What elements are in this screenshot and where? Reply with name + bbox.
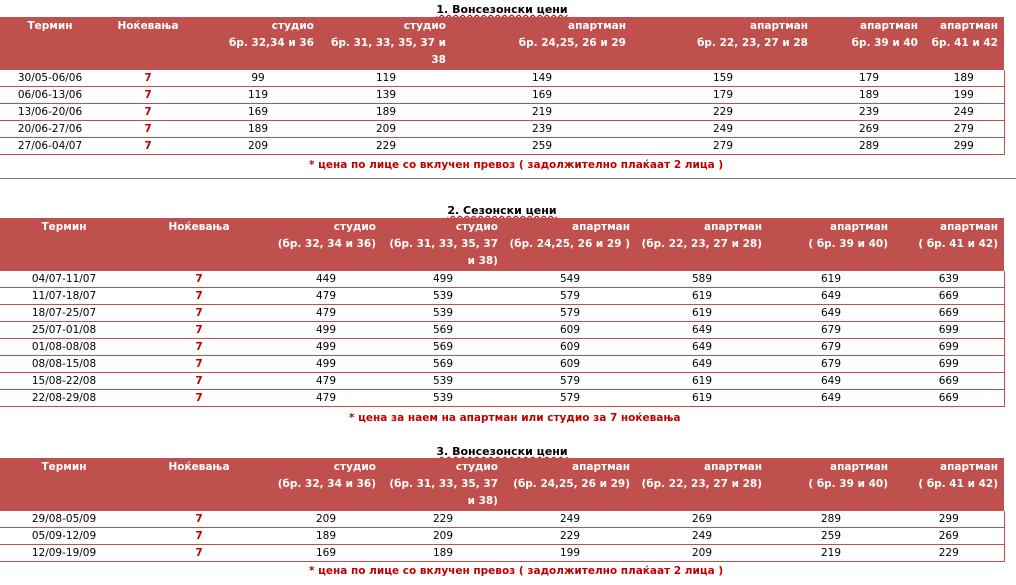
price-cell: 209 [320, 121, 452, 138]
price-table-season [0, 218, 1005, 407]
period-cell: 08/08-15/08 [0, 356, 128, 373]
price-cell: 199 [504, 545, 636, 562]
price-cell: 219 [452, 104, 632, 121]
price-cell: 699 [894, 356, 1004, 373]
column-header: Термин [0, 17, 100, 70]
price-cell: 649 [636, 339, 768, 356]
column-header: студио бр. 32,34 и 36 [196, 17, 320, 70]
table-row [0, 87, 1004, 104]
price-cell: 189 [320, 104, 452, 121]
price-table-off-season-1 [0, 17, 1005, 155]
period-cell: 05/09-12/09 [0, 528, 128, 545]
table-row [0, 511, 1004, 528]
price-cell: 539 [382, 288, 504, 305]
table-row [0, 390, 1004, 407]
price-cell: 649 [768, 373, 894, 390]
nights-cell: 7 [128, 373, 270, 390]
table3-title: 3. Вонсезонски цени [436, 445, 568, 458]
price-cell: 189 [196, 121, 320, 138]
nights-cell: 7 [128, 528, 270, 545]
table1-title: 1. Вонсезонски цени [436, 3, 568, 16]
price-cell: 649 [768, 305, 894, 322]
table3-note: * цена по лице со вклучен превоз ( задолжително плаќаат 2 лица ) [309, 565, 724, 577]
price-cell: 619 [636, 390, 768, 407]
column-header: студио (бр. 31, 33, 35, 37 и 38) [382, 218, 504, 271]
column-header: апартман ( бр. 39 и 40) [768, 218, 894, 271]
price-cell: 669 [894, 390, 1004, 407]
price-cell: 569 [382, 322, 504, 339]
price-cell: 649 [768, 288, 894, 305]
table-row [0, 528, 1004, 545]
price-cell: 229 [382, 511, 504, 528]
price-cell: 259 [452, 138, 632, 155]
price-cell: 609 [504, 356, 636, 373]
period-cell: 27/06-04/07 [0, 138, 100, 155]
table2-note: * цена за наем на апартман или студио за 7 ноќевања [349, 412, 681, 424]
price-cell: 189 [924, 70, 1004, 87]
period-cell: 01/08-08/08 [0, 339, 128, 356]
column-header: студио (бр. 32, 34 и 36) [270, 458, 382, 511]
price-cell: 649 [768, 390, 894, 407]
price-cell: 209 [636, 545, 768, 562]
column-header: Ноќевања [128, 218, 270, 271]
table-row [0, 356, 1004, 373]
column-header: апартман ( бр. 41 и 42) [894, 458, 1004, 511]
price-cell: 249 [924, 104, 1004, 121]
price-cell: 219 [768, 545, 894, 562]
price-cell: 159 [632, 70, 814, 87]
price-cell: 259 [768, 528, 894, 545]
period-cell: 18/07-25/07 [0, 305, 128, 322]
price-cell: 169 [270, 545, 382, 562]
price-cell: 699 [894, 322, 1004, 339]
price-cell: 299 [924, 138, 1004, 155]
price-cell: 549 [504, 271, 636, 288]
nights-cell: 7 [128, 322, 270, 339]
price-cell: 579 [504, 288, 636, 305]
price-cell: 619 [636, 288, 768, 305]
period-cell: 13/06-20/06 [0, 104, 100, 121]
period-cell: 22/08-29/08 [0, 390, 128, 407]
nights-cell: 7 [100, 87, 196, 104]
price-cell: 229 [320, 138, 452, 155]
price-cell: 609 [504, 322, 636, 339]
table-row [0, 305, 1004, 322]
price-cell: 289 [814, 138, 924, 155]
price-cell: 229 [632, 104, 814, 121]
table-row [0, 104, 1004, 121]
column-header: апартман ( бр. 39 и 40) [768, 458, 894, 511]
period-cell: 11/07-18/07 [0, 288, 128, 305]
price-cell: 289 [768, 511, 894, 528]
column-header: апартман (бр. 24,25, 26 и 29) [504, 458, 636, 511]
price-cell: 649 [636, 322, 768, 339]
price-cell: 579 [504, 305, 636, 322]
price-cell: 269 [814, 121, 924, 138]
nights-cell: 7 [100, 121, 196, 138]
price-cell: 569 [382, 339, 504, 356]
price-cell: 499 [382, 271, 504, 288]
period-cell: 30/05-06/06 [0, 70, 100, 87]
price-cell: 539 [382, 373, 504, 390]
table-row [0, 545, 1004, 562]
table-row [0, 138, 1004, 155]
nights-cell: 7 [128, 339, 270, 356]
price-cell: 619 [768, 271, 894, 288]
table-row [0, 322, 1004, 339]
price-cell: 669 [894, 305, 1004, 322]
price-cell: 249 [504, 511, 636, 528]
price-cell: 239 [814, 104, 924, 121]
price-cell: 179 [814, 70, 924, 87]
column-header: студио бр. 31, 33, 35, 37 и 38 [320, 17, 452, 70]
period-cell: 20/06-27/06 [0, 121, 100, 138]
column-header: Ноќевања [100, 17, 196, 70]
price-cell: 299 [894, 511, 1004, 528]
price-cell: 269 [636, 511, 768, 528]
price-cell: 169 [196, 104, 320, 121]
price-cell: 479 [270, 305, 382, 322]
nights-cell: 7 [128, 390, 270, 407]
table-row [0, 373, 1004, 390]
section-divider [0, 178, 1016, 179]
period-cell: 29/08-05/09 [0, 511, 128, 528]
price-cell: 189 [382, 545, 504, 562]
column-header: Термин [0, 218, 128, 271]
column-header: апартман бр. 22, 23, 27 и 28 [632, 17, 814, 70]
price-cell: 619 [636, 305, 768, 322]
price-cell: 539 [382, 305, 504, 322]
price-cell: 569 [382, 356, 504, 373]
price-cell: 279 [924, 121, 1004, 138]
price-cell: 229 [894, 545, 1004, 562]
price-cell: 539 [382, 390, 504, 407]
nights-cell: 7 [128, 545, 270, 562]
price-cell: 589 [636, 271, 768, 288]
nights-cell: 7 [128, 511, 270, 528]
nights-cell: 7 [128, 288, 270, 305]
table-row [0, 121, 1004, 138]
table-row [0, 271, 1004, 288]
period-cell: 06/06-13/06 [0, 87, 100, 104]
price-cell: 639 [894, 271, 1004, 288]
price-cell: 139 [320, 87, 452, 104]
period-cell: 25/07-01/08 [0, 322, 128, 339]
table-header-row [0, 458, 1004, 511]
price-cell: 209 [196, 138, 320, 155]
price-cell: 679 [768, 356, 894, 373]
price-cell: 99 [196, 70, 320, 87]
table1-note: * цена по лице со вклучен превоз ( задолжително плаќаат 2 лица ) [309, 159, 724, 171]
price-cell: 199 [924, 87, 1004, 104]
price-cell: 169 [452, 87, 632, 104]
price-cell: 609 [504, 339, 636, 356]
table-header-row [0, 218, 1004, 271]
price-cell: 619 [636, 373, 768, 390]
nights-cell: 7 [100, 104, 196, 121]
nights-cell: 7 [100, 70, 196, 87]
column-header: апартман бр. 41 и 42 [924, 17, 1004, 70]
column-header: Ноќевања [128, 458, 270, 511]
price-cell: 179 [632, 87, 814, 104]
price-cell: 499 [270, 356, 382, 373]
price-cell: 679 [768, 339, 894, 356]
column-header: апартман ( бр. 41 и 42) [894, 218, 1004, 271]
price-cell: 249 [632, 121, 814, 138]
price-cell: 479 [270, 288, 382, 305]
period-cell: 15/08-22/08 [0, 373, 128, 390]
column-header: апартман (бр. 24,25, 26 и 29 ) [504, 218, 636, 271]
price-cell: 579 [504, 373, 636, 390]
nights-cell: 7 [128, 271, 270, 288]
price-cell: 679 [768, 322, 894, 339]
table-header-row [0, 17, 1004, 70]
nights-cell: 7 [100, 138, 196, 155]
column-header: апартман (бр. 22, 23, 27 и 28) [636, 218, 768, 271]
column-header: апартман бр. 24,25, 26 и 29 [452, 17, 632, 70]
price-cell: 479 [270, 390, 382, 407]
price-cell: 499 [270, 322, 382, 339]
price-cell: 649 [636, 356, 768, 373]
price-table-off-season-3 [0, 458, 1005, 562]
price-cell: 669 [894, 373, 1004, 390]
column-header: апартман (бр. 22, 23, 27 и 28) [636, 458, 768, 511]
column-header: студио (бр. 31, 33, 35, 37 и 38) [382, 458, 504, 511]
price-cell: 189 [814, 87, 924, 104]
price-cell: 239 [452, 121, 632, 138]
price-cell: 119 [320, 70, 452, 87]
price-cell: 229 [504, 528, 636, 545]
price-cell: 449 [270, 271, 382, 288]
column-header: студио (бр. 32, 34 и 36) [270, 218, 382, 271]
price-cell: 479 [270, 373, 382, 390]
price-cell: 119 [196, 87, 320, 104]
price-cell: 699 [894, 339, 1004, 356]
period-cell: 04/07-11/07 [0, 271, 128, 288]
price-cell: 149 [452, 70, 632, 87]
price-cell: 579 [504, 390, 636, 407]
nights-cell: 7 [128, 305, 270, 322]
price-cell: 209 [270, 511, 382, 528]
price-cell: 269 [894, 528, 1004, 545]
column-header: апартман бр. 39 и 40 [814, 17, 924, 70]
price-cell: 209 [382, 528, 504, 545]
table-row [0, 70, 1004, 87]
column-header: Термин [0, 458, 128, 511]
nights-cell: 7 [128, 356, 270, 373]
period-cell: 12/09-19/09 [0, 545, 128, 562]
table2-title: 2. Сезонски цени [447, 204, 557, 217]
price-cell: 499 [270, 339, 382, 356]
price-cell: 189 [270, 528, 382, 545]
price-cell: 669 [894, 288, 1004, 305]
price-cell: 279 [632, 138, 814, 155]
table-row [0, 339, 1004, 356]
table-row [0, 288, 1004, 305]
price-cell: 249 [636, 528, 768, 545]
